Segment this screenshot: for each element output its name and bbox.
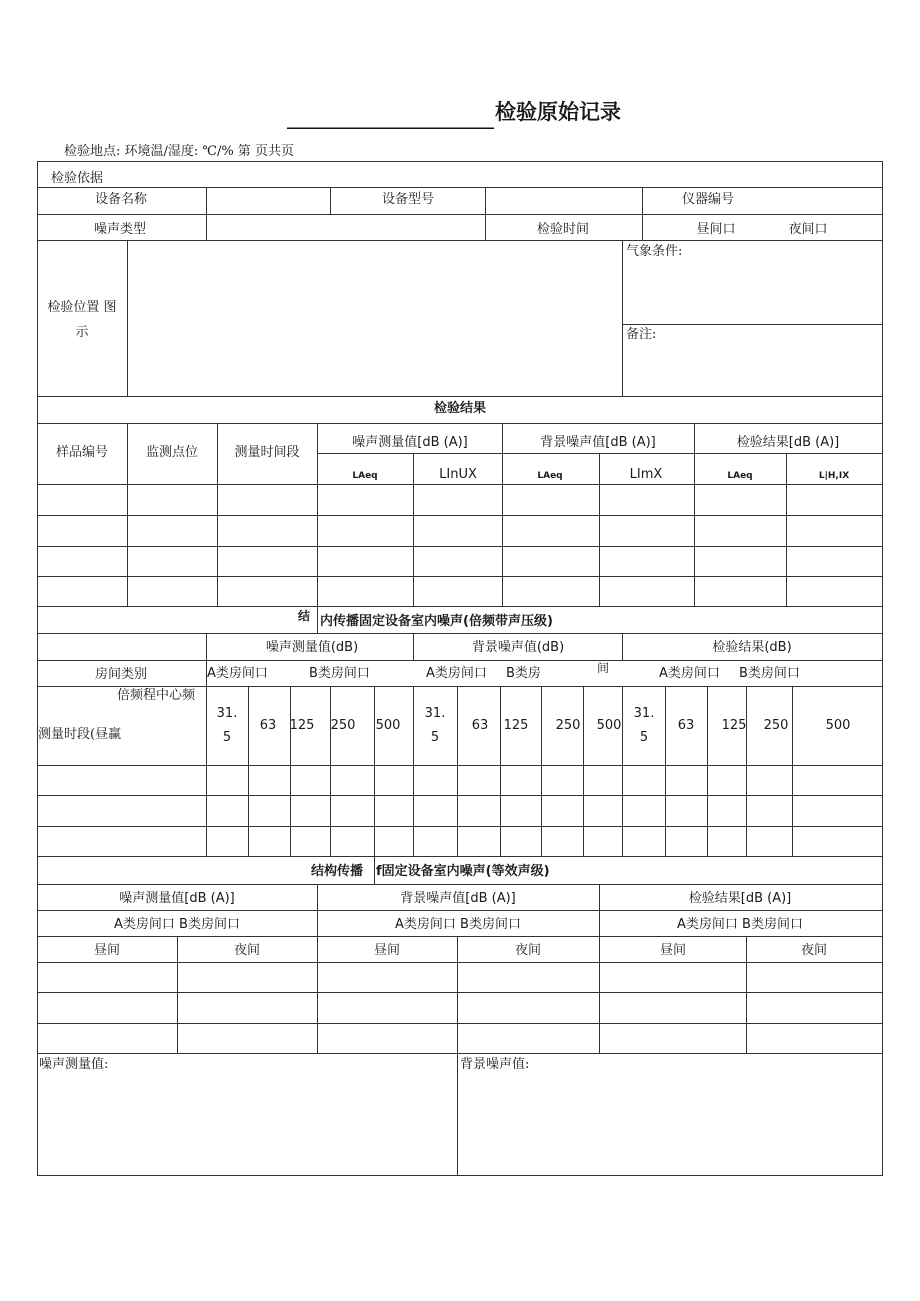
freq-31-5-c-cont: 5 — [639, 730, 649, 745]
freq-125-a: 125 — [289, 718, 315, 733]
position-diagram-label: 检验位置 图 — [47, 300, 117, 315]
octave-heading-frag: 结 — [298, 609, 311, 623]
freq-125-c: 125 — [721, 718, 747, 733]
octave-a-room-1[interactable]: A类房间口 — [207, 666, 268, 681]
device-name-label: 设备名称 — [94, 192, 148, 207]
footer-noise-value-label: 噪声测量值: — [39, 1057, 109, 1072]
freq-31-5-b-cont: 5 — [430, 730, 440, 745]
remark-label: 备注: — [626, 327, 657, 342]
results-heading: 检验结果 — [433, 401, 487, 416]
results-col-result: 检验结果[dB (A)] — [736, 435, 840, 450]
octave-jian-frag: 间 — [597, 661, 610, 675]
equiv-night-3: 夜间 — [800, 943, 828, 958]
results-sub-laeq-1: LAeq — [352, 471, 378, 481]
freq-63-c: 63 — [677, 718, 695, 733]
equiv-night-2: 夜间 — [514, 943, 542, 958]
freq-500-a: 500 — [375, 718, 401, 733]
results-sub-laeq-2: LAeq — [537, 471, 563, 481]
equiv-day-1: 昼间 — [93, 943, 121, 958]
results-col-sample: 样品编号 — [55, 445, 109, 460]
octave-room-type: 房间类别 — [94, 667, 148, 682]
results-col-noise: 噪声测量值[dB (A)] — [352, 435, 468, 450]
equiv-heading-a: 结构传播 — [311, 864, 364, 879]
results-sub-lnux: LInUX — [439, 467, 477, 482]
equiv-day-2: 昼间 — [373, 943, 401, 958]
inspect-time-label: 检验时间 — [536, 222, 590, 237]
equiv-day-3: 昼间 — [659, 943, 687, 958]
freq-125-b: 125 — [503, 718, 529, 733]
equiv-heading-b: f固定设备室内噪声(等效声级) — [376, 864, 550, 879]
basis-label: 检验依据 — [51, 171, 104, 186]
equiv-ab-rooms-2[interactable]: A类房间口 B类房间口 — [395, 917, 521, 932]
results-col-point: 监测点位 — [145, 445, 199, 460]
results-sub-laeq-3: LAeq — [727, 471, 753, 481]
footer-bg-value-label: 背景噪声值: — [460, 1057, 530, 1072]
octave-center-freq-label: 倍频程中心频 — [116, 688, 196, 703]
position-diagram-label-cont: 示 — [75, 325, 89, 340]
instrument-no-label: 仪器编号 — [681, 192, 735, 207]
equiv-ab-rooms-1[interactable]: A类房间口 B类房间口 — [114, 917, 240, 932]
freq-500-b: 500 — [596, 718, 622, 733]
weather-label: 气象条件: — [626, 244, 683, 259]
equiv-night-1: 夜间 — [233, 943, 261, 958]
night-checkbox-label[interactable]: 夜间口 — [788, 222, 828, 237]
equiv-col-bg: 背景噪声值[dB (A)] — [400, 891, 516, 906]
device-model-label: 设备型号 — [381, 192, 435, 207]
octave-b-room-3[interactable]: B类房间口 — [739, 666, 800, 681]
equiv-col-result: 检验结果[dB (A)] — [688, 891, 792, 906]
results-sub-lhix: L|H,IX — [818, 471, 850, 481]
noise-type-label: 噪声类型 — [93, 222, 147, 237]
page-title: 检验原始记录 — [495, 100, 621, 124]
results-sub-lmx: LImX — [629, 467, 663, 482]
octave-a-room-2[interactable]: A类房间口 — [426, 666, 487, 681]
octave-a-room-3[interactable]: A类房间口 — [659, 666, 720, 681]
freq-63-a: 63 — [259, 718, 277, 733]
octave-col-noise: 噪声测量值(dB) — [265, 640, 359, 655]
octave-period-label: 测量时段(昼赢 — [38, 727, 122, 742]
equiv-ab-rooms-3[interactable]: A类房间口 B类房间口 — [677, 917, 803, 932]
freq-31-5-a: 31. — [216, 706, 238, 721]
freq-250-b: 250 — [555, 718, 581, 733]
results-col-bg: 背景噪声值[dB (A)] — [540, 435, 656, 450]
octave-col-result: 检验结果(dB) — [712, 640, 792, 655]
freq-250-c: 250 — [763, 718, 789, 733]
equiv-col-noise: 噪声测量值[dB (A)] — [119, 891, 235, 906]
header-info-line: 检验地点: 环境温/湿度: ℃/% 第 页共页 — [64, 144, 294, 159]
freq-31-5-b: 31. — [424, 706, 446, 721]
day-checkbox-label[interactable]: 昼间口 — [696, 222, 736, 237]
octave-b-room-1[interactable]: B类房间口 — [309, 666, 370, 681]
results-col-period: 测量时间段 — [234, 445, 300, 460]
freq-63-b: 63 — [471, 718, 489, 733]
octave-heading: 内传播固定设备室内噪声(倍频带声压级) — [320, 614, 553, 629]
octave-col-bg: 背景噪声值(dB) — [471, 640, 565, 655]
freq-31-5-c: 31. — [633, 706, 655, 721]
freq-500-c: 500 — [825, 718, 851, 733]
octave-b-room-2[interactable]: B类房 — [506, 666, 541, 681]
freq-31-5-a-cont: 5 — [222, 730, 232, 745]
freq-250-a: 250 — [330, 718, 356, 733]
